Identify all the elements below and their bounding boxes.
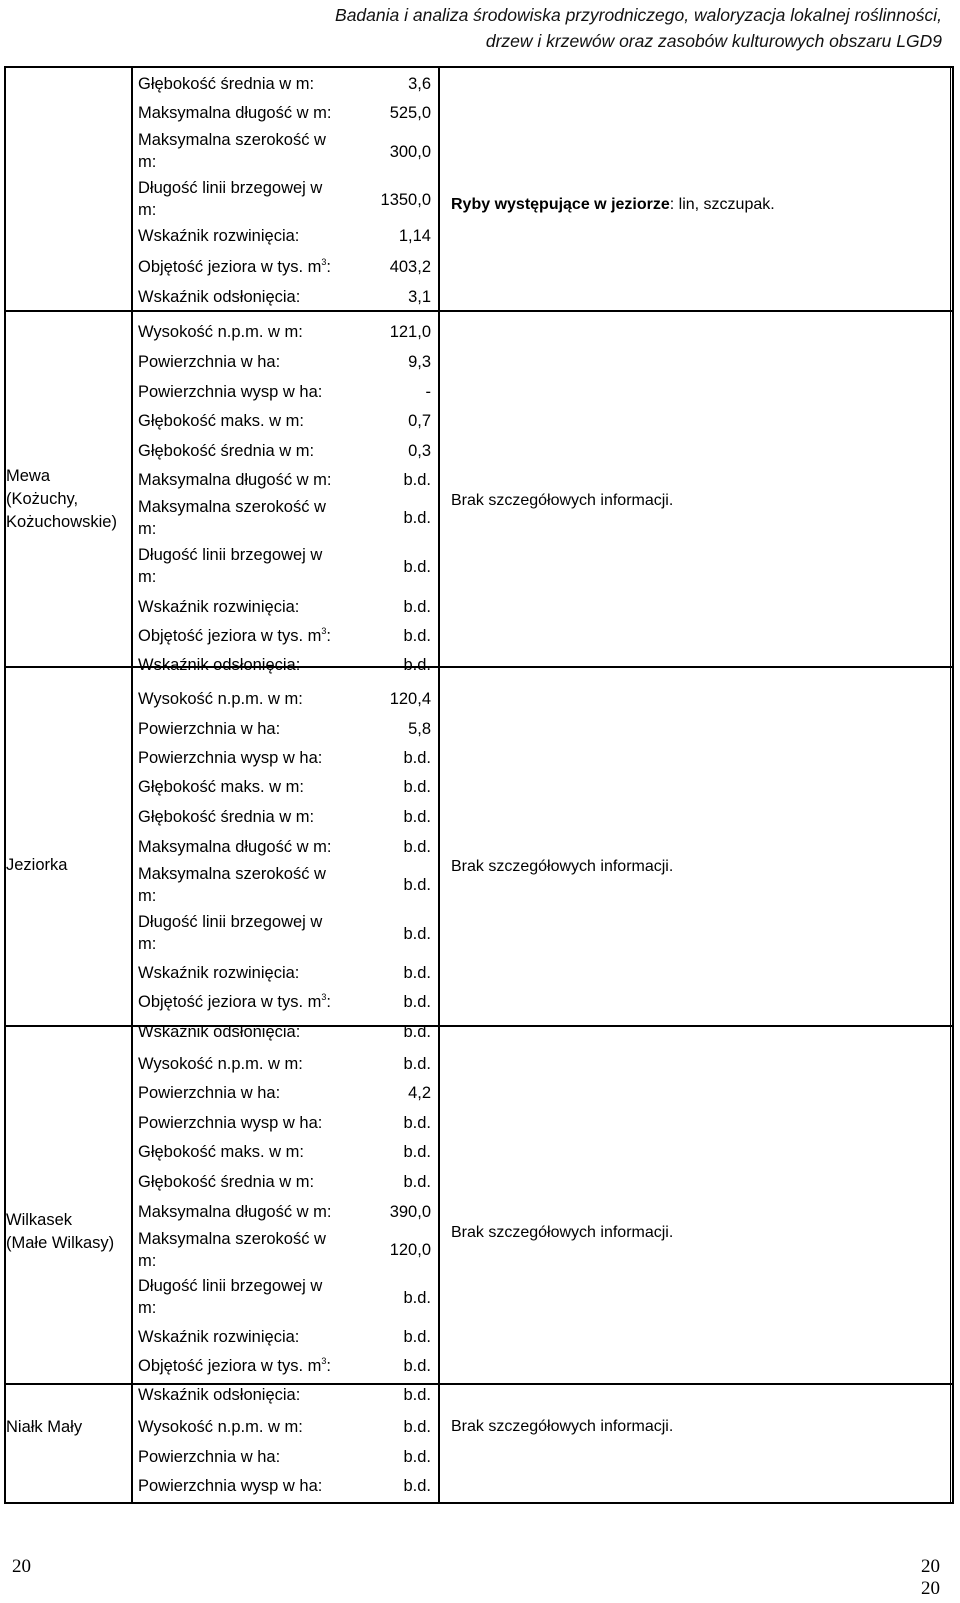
lake-info: Brak szczegółowych informacji.	[451, 1224, 674, 1241]
param-value: b.d.	[403, 964, 431, 982]
param-value: 1,14	[398, 227, 431, 245]
lake-name-line2: (Kożuchy,	[6, 490, 79, 508]
param-value: b.d.	[403, 778, 431, 796]
param-label: Wskaźnik rozwinięcia:	[138, 227, 300, 245]
param-label	[138, 625, 348, 647]
param-label	[138, 1228, 348, 1272]
label-suffix: :	[326, 993, 331, 1011]
superscript: 3	[321, 1356, 327, 1366]
lake-name-line2: (Małe Wilkasy)	[6, 1234, 115, 1252]
page-number-right-line2: 20	[921, 1578, 940, 1599]
lake-name	[6, 1209, 128, 1255]
param-value: 3,6	[408, 75, 431, 93]
param-label: Głębokość maks. w m:	[138, 412, 304, 430]
param-value: b.d.	[403, 808, 431, 826]
label-suffix: :	[326, 1357, 331, 1375]
param-value: 120,0	[389, 1241, 431, 1259]
lake-name-line3: Kożuchowskie)	[6, 513, 117, 531]
param-value: 1350,0	[380, 191, 431, 209]
param-value: b.d.	[403, 1055, 431, 1073]
param-value: 525,0	[389, 104, 431, 122]
param-value: 300,0	[389, 143, 431, 161]
param-label	[138, 496, 348, 540]
param-value: b.d.	[403, 1114, 431, 1132]
param-value: 9,3	[408, 353, 431, 371]
param-value: 0,3	[408, 442, 431, 460]
label-text: Objętość jeziora w tys. m	[138, 627, 322, 645]
param-label	[138, 863, 348, 907]
param-label: Wskaźnik odsłonięcia:	[138, 1023, 301, 1041]
param-value: 4,2	[408, 1084, 431, 1102]
lake-info: Brak szczegółowych informacji.	[451, 858, 674, 875]
param-label: Powierzchnia w ha:	[138, 720, 281, 738]
param-label: Powierzchnia w ha:	[138, 1448, 281, 1466]
lake-name: Niałk Mały	[6, 1418, 83, 1436]
label-text: Objętość jeziora w tys. m	[138, 993, 322, 1011]
param-label: Powierzchnia w ha:	[138, 353, 281, 371]
param-value: b.d.	[403, 876, 431, 894]
param-label: Głębokość maks. w m:	[138, 1143, 304, 1161]
param-value: b.d.	[403, 1328, 431, 1346]
param-label: Powierzchnia wysp w ha:	[138, 749, 323, 767]
param-label: Wysokość n.p.m. w m:	[138, 1055, 303, 1073]
label-suffix: :	[326, 627, 331, 645]
param-label: Wskaźnik rozwinięcia:	[138, 1328, 300, 1346]
param-label-line2: m:	[138, 520, 157, 538]
lake-info: Brak szczegółowych informacji.	[451, 1418, 674, 1435]
page-number-right	[921, 1556, 940, 1600]
label-text: Objętość jeziora w tys. m	[138, 258, 322, 276]
param-label-line2: m:	[138, 1299, 157, 1317]
param-label	[138, 256, 348, 278]
page-number-left: 20	[12, 1556, 31, 1577]
param-value: b.d.	[403, 598, 431, 616]
param-value: b.d.	[403, 1143, 431, 1161]
running-header	[335, 2, 942, 54]
lake-name	[6, 465, 128, 534]
fish-info	[451, 194, 946, 216]
param-value: b.d.	[403, 1357, 431, 1375]
param-label: Powierzchnia w ha:	[138, 1084, 281, 1102]
superscript: 3	[321, 257, 327, 267]
param-label: Wskaźnik odsłonięcia:	[138, 1386, 301, 1404]
param-value: b.d.	[403, 509, 431, 527]
param-value: 121,0	[389, 323, 431, 341]
param-label: Wskaźnik rozwinięcia:	[138, 964, 300, 982]
param-value: 403,2	[389, 258, 431, 276]
param-value: b.d.	[403, 1448, 431, 1466]
param-label	[138, 129, 348, 173]
param-value: b.d.	[403, 925, 431, 943]
param-label: Wskaźnik odsłonięcia:	[138, 288, 301, 306]
param-label	[138, 544, 348, 588]
superscript: 3	[321, 992, 327, 1002]
header-line-1: Badania i analiza środowiska przyrodniczego, waloryzacja lokalnej roślinności,	[335, 5, 942, 25]
param-label-line1: Długość linii brzegowej w	[138, 913, 323, 931]
column-divider-right	[950, 68, 951, 1502]
param-label-line1: Maksymalna szerokość w	[138, 1230, 326, 1248]
param-label: Maksymalna długość w m:	[138, 104, 332, 122]
lake-info: Brak szczegółowych informacji.	[451, 492, 674, 509]
param-label: Głębokość maks. w m:	[138, 778, 304, 796]
param-value: 3,1	[408, 288, 431, 306]
header-line-2: drzew i krzewów oraz zasobów kulturowych obszaru LGD9	[485, 31, 942, 51]
param-label-line1: Długość linii brzegowej w	[138, 1277, 323, 1295]
fish-info-value: : lin, szczupak.	[669, 196, 775, 213]
param-label-line2: m:	[138, 887, 157, 905]
param-label: Powierzchnia wysp w ha:	[138, 1477, 323, 1495]
param-label-line1: Długość linii brzegowej w	[138, 179, 323, 197]
lake-name: Jeziorka	[6, 856, 68, 874]
param-label	[138, 911, 348, 955]
lake-name-line1: Mewa	[6, 467, 51, 485]
param-label-line2: m:	[138, 1252, 157, 1270]
param-label: Wskaźnik rozwinięcia:	[138, 598, 300, 616]
param-value: b.d.	[403, 993, 431, 1011]
param-label-line1: Maksymalna szerokość w	[138, 131, 326, 149]
param-value: b.d.	[403, 558, 431, 576]
param-value: b.d.	[403, 1289, 431, 1307]
lake-name-line1: Wilkasek	[6, 1211, 73, 1229]
param-label: Wskaźnik odsłonięcia:	[138, 656, 301, 674]
param-value: b.d.	[403, 1173, 431, 1191]
param-label-line2: m:	[138, 153, 157, 171]
param-value: 120,4	[389, 690, 431, 708]
param-label: Wysokość n.p.m. w m:	[138, 323, 303, 341]
superscript: 3	[321, 626, 327, 636]
param-label: Powierzchnia wysp w ha:	[138, 1114, 323, 1132]
param-label-line1: Maksymalna szerokość w	[138, 865, 326, 883]
param-value: 0,7	[408, 412, 431, 430]
label-text: Objętość jeziora w tys. m	[138, 1357, 322, 1375]
param-label-line2: m:	[138, 568, 157, 586]
param-value: b.d.	[403, 1418, 431, 1436]
param-label-line1: Maksymalna szerokość w	[138, 498, 326, 516]
param-label: Maksymalna długość w m:	[138, 471, 332, 489]
page-number-right-line1: 20	[921, 1556, 940, 1577]
param-value: 5,8	[408, 720, 431, 738]
param-label: Wysokość n.p.m. w m:	[138, 1418, 303, 1436]
param-label: Głębokość średnia w m:	[138, 442, 315, 460]
param-value: b.d.	[403, 471, 431, 489]
param-value: b.d.	[403, 1477, 431, 1495]
param-label	[138, 177, 348, 221]
param-label: Wysokość n.p.m. w m:	[138, 690, 303, 708]
param-value: 390,0	[389, 1203, 431, 1221]
param-value: -	[425, 383, 431, 401]
param-label	[138, 1275, 348, 1319]
row-divider-mewa	[6, 310, 952, 312]
column-divider-1	[131, 68, 133, 1502]
label-suffix: :	[326, 258, 331, 276]
param-value: b.d.	[403, 838, 431, 856]
param-value: b.d.	[403, 627, 431, 645]
param-label: Powierzchnia wysp w ha:	[138, 383, 323, 401]
column-divider-2	[438, 68, 440, 1502]
param-label: Maksymalna długość w m:	[138, 838, 332, 856]
param-value: b.d.	[403, 1023, 431, 1041]
param-label: Głębokość średnia w m:	[138, 75, 315, 93]
param-label-line2: m:	[138, 935, 157, 953]
param-label	[138, 1355, 348, 1377]
param-label	[138, 991, 348, 1013]
param-label: Maksymalna długość w m:	[138, 1203, 332, 1221]
param-label-line2: m:	[138, 201, 157, 219]
fish-info-label: Ryby występujące w jeziorze	[451, 196, 670, 213]
param-value: b.d.	[403, 656, 431, 674]
param-label-line1: Długość linii brzegowej w	[138, 546, 323, 564]
param-value: b.d.	[403, 1386, 431, 1404]
param-label: Głębokość średnia w m:	[138, 1173, 315, 1191]
param-label: Głębokość średnia w m:	[138, 808, 315, 826]
param-value: b.d.	[403, 749, 431, 767]
